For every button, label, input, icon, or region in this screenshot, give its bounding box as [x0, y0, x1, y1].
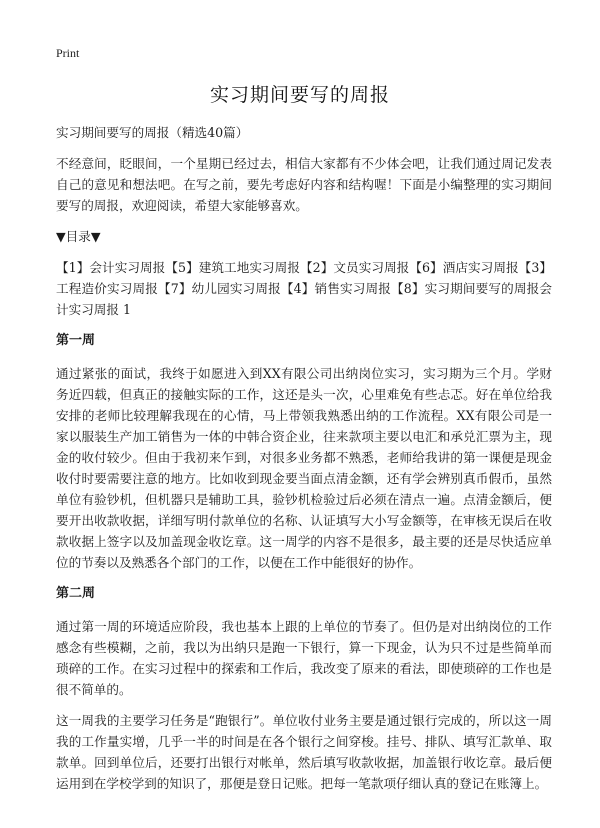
print-link[interactable]: Print	[56, 46, 80, 60]
document-body	[56, 122, 552, 804]
section-heading-week-1: 第一周	[56, 333, 96, 348]
toc-header: ▼目录▼	[56, 229, 101, 244]
section-heading-week-2: 第二周	[56, 586, 96, 601]
table-of-contents[interactable]: 【1】会计实习周报【5】建筑工地实习周报【2】文员实习周报【6】酒店实习周报【3】工程造价实习周报【7】幼儿园实习周报【4】销售实习周报【8】实习期间要写的周报会计实习周报 1	[56, 260, 552, 317]
page-title: 实习期间要写的周报	[209, 84, 390, 106]
section-2-paragraph-2: 这一周我的主要学习任务是“跑银行”。单位收付业务主要是通过银行完成的，所以这一周我的工作量实增，几乎一半的时间是在各个银行之间穿梭。挂号、排队、填写汇款单、取款单。回到单位后，还要打出银行对帐单，然后填写收款收据，加盖银行收讫章。最后便运用到在学校学到的知识了，那便是登日记账。把每一笔款项仔细认真的登记在账簿上。	[56, 713, 552, 791]
section-2-paragraph-1: 通过第一周的环境适应阶段，我也基本上跟的上单位的节奏了。但仍是对出纳岗位的工作感念有些模糊，之前，我以为出纳只是跑一下银行，算一下现金，认为只不过是些简单而琐碎的工作。在实习过程中的探索和工作后，我改变了原来的看法，即使琐碎的工作也是很不简单的。	[56, 619, 552, 697]
document-subtitle: 实习期间要写的周报（精选40篇）	[56, 125, 249, 140]
intro-paragraph: 不经意间，眨眼间，一个星期已经过去，相信大家都有不少体会吧，让我们通过周记发表自己的意见和想法吧。在写之前，要先考虑好内容和结构喔！下面是小编整理的实习期间要写的周报，欢迎阅读，希望大家能够喜欢。	[56, 156, 552, 213]
section-1-paragraph-1: 通过紧张的面试，我终于如愿进入到XX有限公司出纳岗位实习，实习期为三个月。学财务近四载，但真正的接触实际的工作，这还是头一次，心里难免有些忐忑。好在单位给我安排的老师比较理解我现在的心情，马上带领我熟悉出纳的工作流程。XX有限公司是一家以服装生产加工销售为一体的中韩合资企业，往来款项主要以电汇和承兑汇票为主，现金的收付较少。但由于我初来乍到，对很多业务都不熟悉，老师给我讲的第一课便是现金收付时要需要注意的地方。比如收到现金要当面点清金额，还有学会辨别真币假币，虽然单位有验钞机，但机器只是辅助工具，验钞机检验过后必须在清点一遍。点清金额后，便要开出收款收据，详细写明付款单位的名称、认证填写大小写金额等，在审核无误后在收款收据上签字以及加盖现金收讫章。这一周学的内容不是很多，最主要的还是尽快适应单位的节奏以及熟悉各个部门的工作，以便在工作中能很好的协作。	[56, 366, 552, 570]
